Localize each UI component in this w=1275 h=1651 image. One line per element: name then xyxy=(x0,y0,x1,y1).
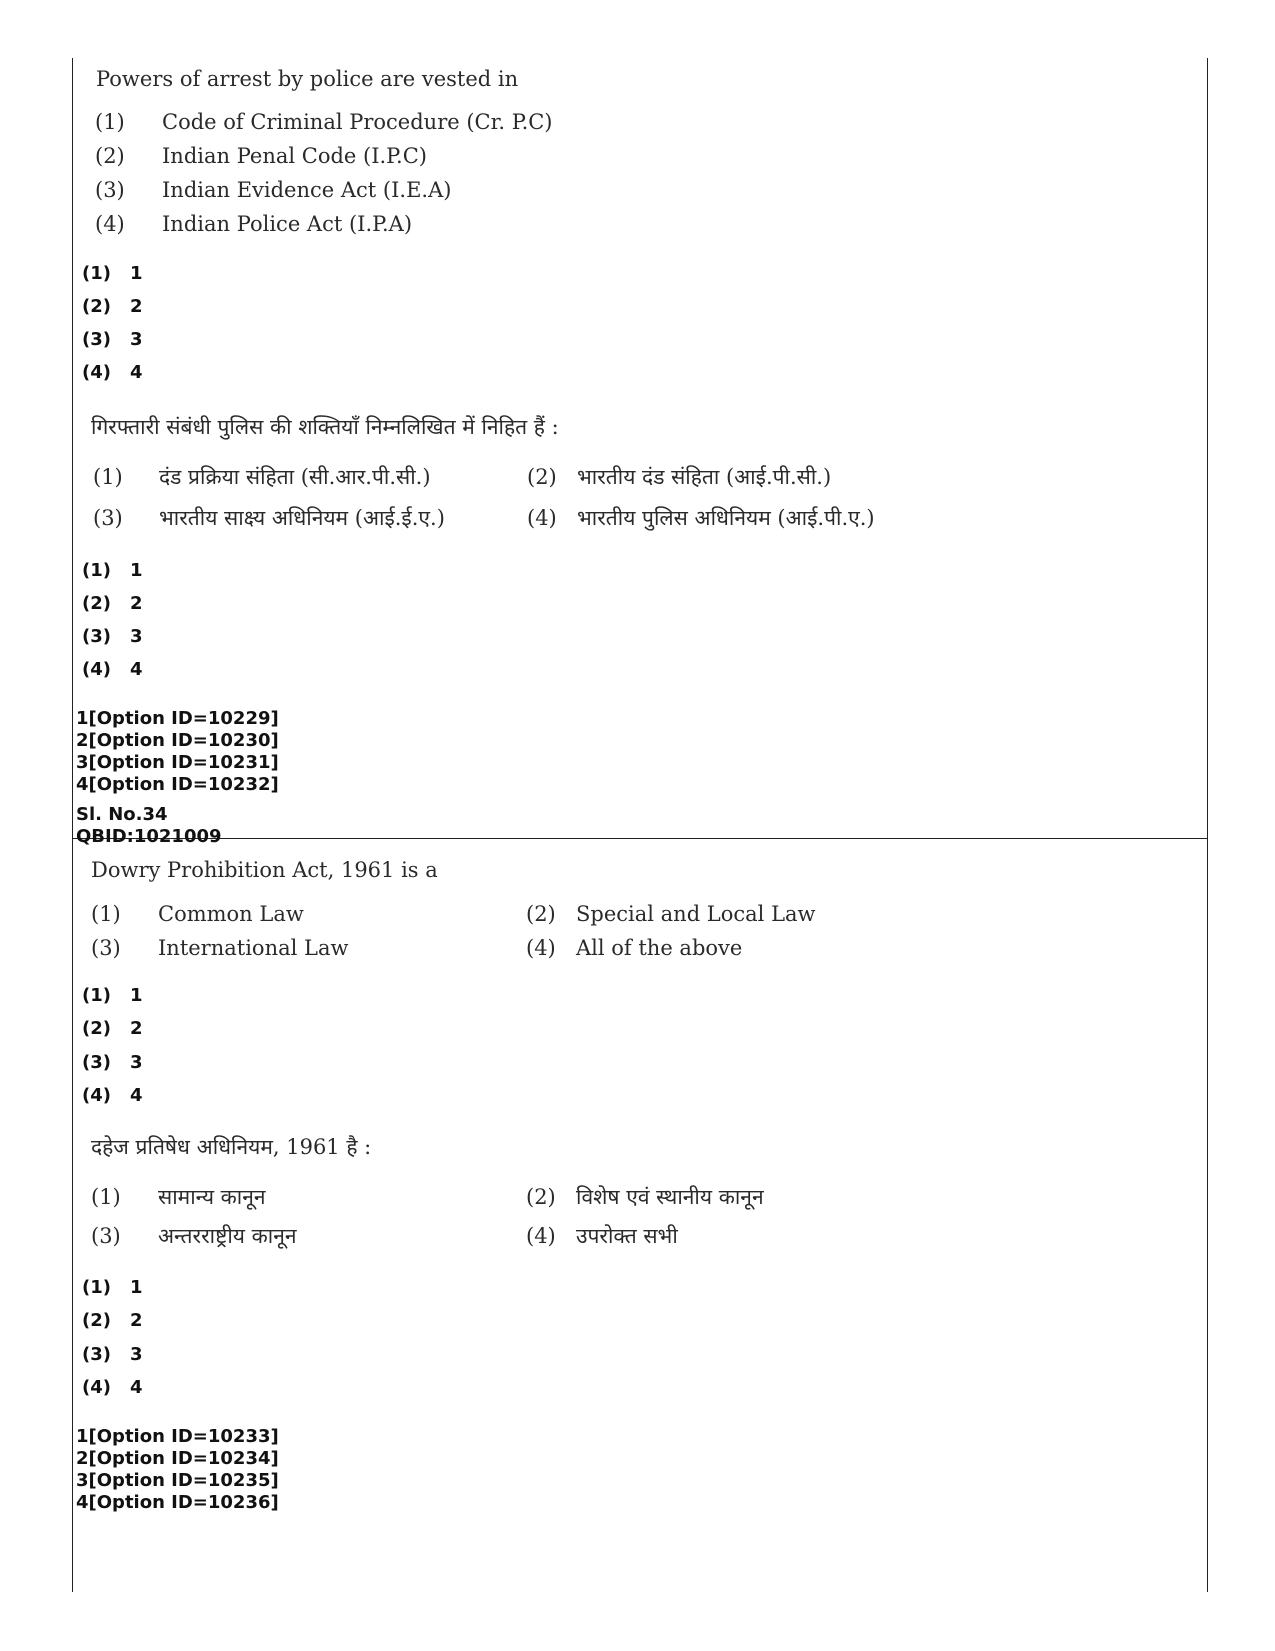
option-id: 3[Option ID=10235] xyxy=(76,1470,279,1491)
answer-value: 3 xyxy=(130,1052,143,1073)
q33-answer-en-4[interactable] xyxy=(82,362,143,383)
option-number: (1) xyxy=(95,110,125,134)
answer-value: 3 xyxy=(130,626,143,647)
q33-option-en-2 xyxy=(95,144,427,168)
option-id: 1[Option ID=10233] xyxy=(76,1426,279,1447)
answer-value: 1 xyxy=(130,985,143,1006)
question-33-text-en: Powers of arrest by police are vested in xyxy=(96,67,519,91)
answer-number: (3) xyxy=(82,626,111,647)
q34-answer-en-2[interactable] xyxy=(82,1018,143,1039)
option-id: 2[Option ID=10230] xyxy=(76,730,279,751)
q34-option-id-list xyxy=(76,1426,279,1514)
answer-number: (1) xyxy=(82,560,111,581)
option-number: (3) xyxy=(93,506,123,530)
answer-value: 2 xyxy=(130,1018,143,1039)
q33-option-en-1 xyxy=(95,110,553,134)
option-text: अन्तरराष्ट्रीय कानून xyxy=(158,1224,297,1248)
answer-number: (2) xyxy=(82,1310,111,1331)
answer-number: (4) xyxy=(82,1085,111,1106)
option-text: International Law xyxy=(158,936,349,960)
q34-option-en-3 xyxy=(91,936,348,960)
q33-answer-en-3[interactable] xyxy=(82,329,143,350)
option-text: सामान्य कानून xyxy=(158,1185,266,1209)
answer-number: (1) xyxy=(82,985,111,1006)
q33-option-hi-1 xyxy=(93,463,431,491)
qbid: QBID:1021009 xyxy=(76,826,222,847)
option-number: (4) xyxy=(95,212,125,236)
option-text: विशेष एवं स्थानीय कानून xyxy=(576,1185,764,1209)
answer-number: (3) xyxy=(82,329,111,350)
option-number: (2) xyxy=(95,144,125,168)
q34-answer-hi-1[interactable] xyxy=(82,1277,143,1298)
serial-number: Sl. No.34 xyxy=(76,804,168,825)
q34-option-en-4 xyxy=(526,936,742,960)
answer-number: (2) xyxy=(82,593,111,614)
q33-option-hi-4 xyxy=(527,504,875,532)
option-id: 4[Option ID=10232] xyxy=(76,774,279,795)
q34-answer-hi-2[interactable] xyxy=(82,1310,143,1331)
q33-option-hi-3 xyxy=(93,504,445,532)
answer-value: 2 xyxy=(130,296,143,317)
q34-option-hi-2 xyxy=(526,1183,764,1211)
option-number: (3) xyxy=(95,178,125,202)
q34-answer-hi-3[interactable] xyxy=(82,1344,143,1365)
q33-answer-en-2[interactable] xyxy=(82,296,143,317)
option-number: (2) xyxy=(527,465,557,489)
q34-answer-en-1[interactable] xyxy=(82,985,143,1006)
option-number: (1) xyxy=(91,902,121,926)
q34-option-hi-1 xyxy=(91,1183,266,1211)
q33-answer-hi-2[interactable] xyxy=(82,593,143,614)
answer-number: (4) xyxy=(82,1377,111,1398)
q33-option-en-4 xyxy=(95,212,412,236)
option-text: Code of Criminal Procedure (Cr. P.C) xyxy=(162,110,553,134)
answer-number: (3) xyxy=(82,1344,111,1365)
q34-answer-en-4[interactable] xyxy=(82,1085,143,1106)
option-text: Indian Police Act (I.P.A) xyxy=(162,212,413,236)
option-text: All of the above xyxy=(576,936,743,960)
answer-value: 4 xyxy=(130,1085,143,1106)
answer-value: 2 xyxy=(130,1310,143,1331)
answer-value: 4 xyxy=(130,659,143,680)
option-number: (4) xyxy=(526,936,556,960)
option-number: (4) xyxy=(527,506,557,530)
question-34-text-en: Dowry Prohibition Act, 1961 is a xyxy=(91,858,438,882)
answer-number: (2) xyxy=(82,296,111,317)
option-text: भारतीय पुलिस अधिनियम (आई.पी.ए.) xyxy=(577,506,875,530)
question-34-text-hi: दहेज प्रतिषेध अधिनियम, 1961 है : xyxy=(91,1135,372,1159)
q34-answer-en-3[interactable] xyxy=(82,1052,143,1073)
q33-answer-hi-3[interactable] xyxy=(82,626,143,647)
option-text: भारतीय दंड संहिता (आई.पी.सी.) xyxy=(577,465,832,489)
answer-value: 4 xyxy=(130,362,143,383)
answer-value: 1 xyxy=(130,1277,143,1298)
option-id: 2[Option ID=10234] xyxy=(76,1448,279,1469)
option-text: भारतीय साक्ष्य अधिनियम (आई.ई.ए.) xyxy=(159,506,445,530)
answer-value: 1 xyxy=(130,263,143,284)
option-text: उपरोक्त सभी xyxy=(576,1224,678,1248)
option-id: 4[Option ID=10236] xyxy=(76,1492,279,1513)
option-number: (1) xyxy=(93,465,123,489)
option-id: 1[Option ID=10229] xyxy=(76,708,279,729)
answer-number: (2) xyxy=(82,1018,111,1039)
q33-answer-hi-1[interactable] xyxy=(82,560,143,581)
answer-number: (4) xyxy=(82,659,111,680)
answer-number: (4) xyxy=(82,362,111,383)
option-id: 3[Option ID=10231] xyxy=(76,752,279,773)
option-number: (1) xyxy=(91,1185,121,1209)
question-33-text-hi: गिरफ्तारी संबंधी पुलिस की शक्तियाँ निम्नलिखित में निहित हैं : xyxy=(91,415,559,439)
q33-option-hi-2 xyxy=(527,463,831,491)
answer-number: (1) xyxy=(82,1277,111,1298)
question-34-header xyxy=(76,804,222,848)
option-number: (3) xyxy=(91,1224,121,1248)
option-text: Indian Penal Code (I.P.C) xyxy=(162,144,427,168)
option-number: (2) xyxy=(526,1185,556,1209)
option-number: (4) xyxy=(526,1224,556,1248)
answer-number: (1) xyxy=(82,263,111,284)
q33-option-en-3 xyxy=(95,178,451,202)
answer-value: 4 xyxy=(130,1377,143,1398)
option-number: (3) xyxy=(91,936,121,960)
q34-option-hi-4 xyxy=(526,1222,678,1250)
option-text: Indian Evidence Act (I.E.A) xyxy=(162,178,452,202)
q33-answer-hi-4[interactable] xyxy=(82,659,143,680)
answer-value: 1 xyxy=(130,560,143,581)
option-number: (2) xyxy=(526,902,556,926)
answer-value: 2 xyxy=(130,593,143,614)
question-divider xyxy=(72,838,1208,839)
answer-number: (3) xyxy=(82,1052,111,1073)
q34-option-en-2 xyxy=(526,902,816,926)
answer-value: 3 xyxy=(130,329,143,350)
option-text: Common Law xyxy=(158,902,304,926)
q34-option-en-1 xyxy=(91,902,304,926)
answer-value: 3 xyxy=(130,1344,143,1365)
q34-option-hi-3 xyxy=(91,1222,297,1250)
q33-option-id-list xyxy=(76,708,279,796)
q33-answer-en-1[interactable] xyxy=(82,263,143,284)
q34-answer-hi-4[interactable] xyxy=(82,1377,143,1398)
option-text: Special and Local Law xyxy=(576,902,816,926)
page-frame xyxy=(72,58,1208,1592)
option-text: दंड प्रक्रिया संहिता (सी.आर.पी.सी.) xyxy=(159,465,431,489)
